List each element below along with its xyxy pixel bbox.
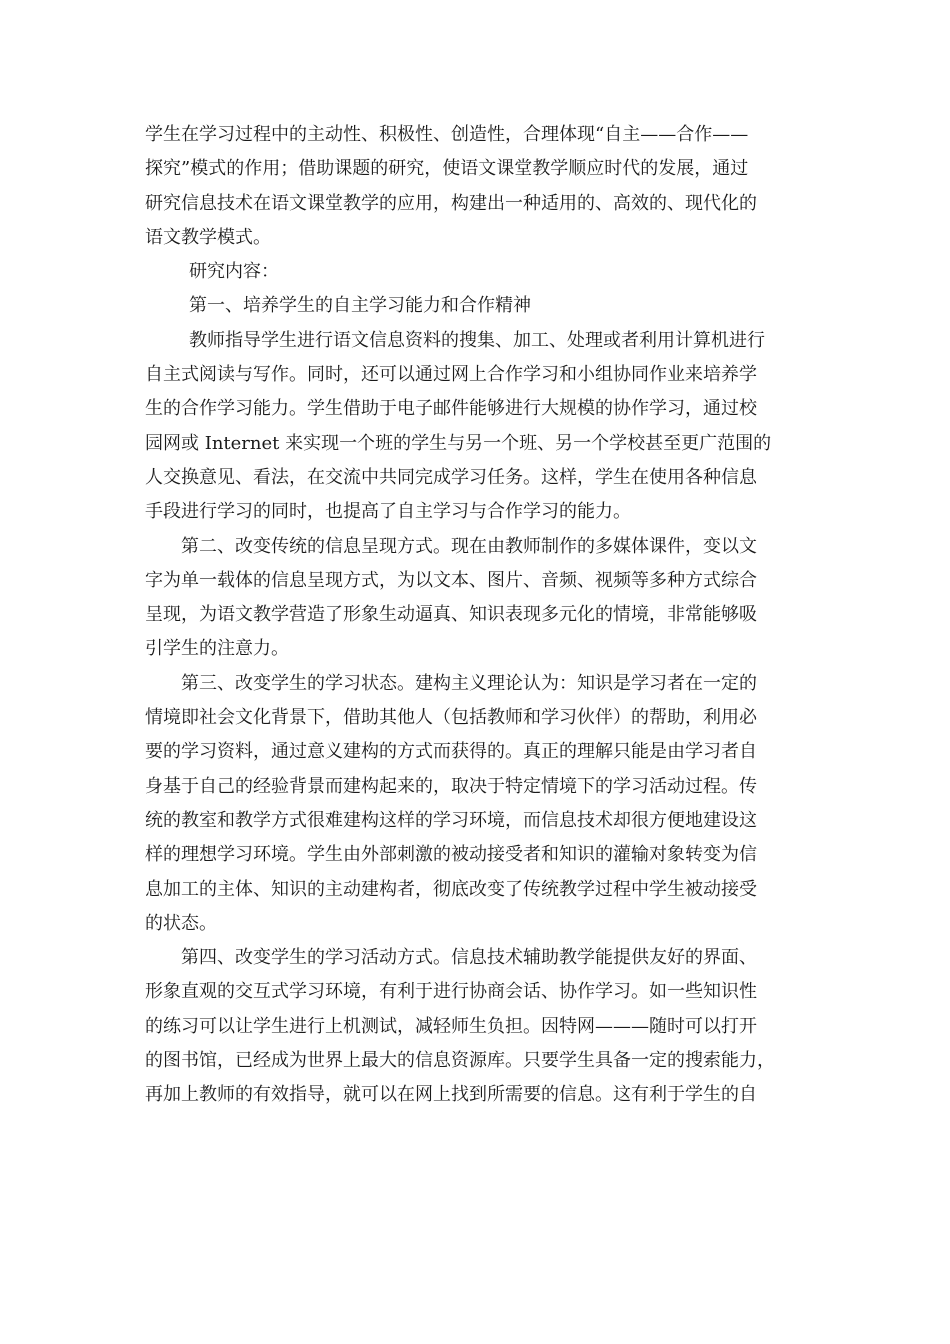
text-line: 第四、改变学生的学习活动方式。信息技术辅助教学能提供友好的界面、 xyxy=(181,947,757,969)
text-line: 的图书馆，已经成为世界上最大的信息资源库。只要学生具备一定的搜索能力， xyxy=(145,1050,775,1072)
text-line: 第一、培养学生的自主学习能力和合作精神 xyxy=(189,295,531,317)
text-line: 手段进行学习的同时，也提高了自主学习与合作学习的能力。 xyxy=(145,501,631,523)
text-line: 人交换意见、看法，在交流中共同完成学习任务。这样，学生在使用各种信息 xyxy=(145,466,757,488)
text-line: 再加上教师的有效指导，就可以在网上找到所需要的信息。这有利于学生的自 xyxy=(145,1084,757,1106)
text-line: 统的教室和教学方式很难建构这样的学习环境，而信息技术却很方便地建设这 xyxy=(145,809,757,831)
text-line: 呈现，为语文教学营造了形象生动逼真、知识表现多元化的情境，非常能够吸 xyxy=(145,604,757,626)
text-line: 要的学习资料，通过意义建构的方式而获得的。真正的理解只能是由学习者自 xyxy=(145,741,757,763)
text-line: 息加工的主体、知识的主动建构者，彻底改变了传统教学过程中学生被动接受 xyxy=(145,878,757,900)
text-line: 情境即社会文化背景下，借助其他人（包括教师和学习伙伴）的帮助，利用必 xyxy=(145,707,757,729)
text-line: 的练习可以让学生进行上机测试，减轻师生负担。因特网———随时可以打开 xyxy=(145,1015,757,1037)
document-body xyxy=(145,118,805,1113)
text-line: 学生在学习过程中的主动性、积极性、创造性，合理体现“自主——合作—— xyxy=(145,124,749,145)
text-line: 语文教学模式。 xyxy=(145,226,271,248)
text-line: 生的合作学习能力。学生借助于电子邮件能够进行大规模的协作学习，通过校 xyxy=(145,398,757,420)
text-line: 第三、改变学生的学习状态。建构主义理论认为：知识是学习者在一定的 xyxy=(181,672,757,694)
text-line: 字为单一载体的信息呈现方式，为以文本、图片、音频、视频等多种方式综合 xyxy=(145,569,757,591)
text-line: 研究内容： xyxy=(189,261,279,283)
text-line: 研究信息技术在语文课堂教学的应用，构建出一种适用的、高效的、现代化的 xyxy=(145,192,757,214)
text-line: 的状态。 xyxy=(145,912,217,934)
text-line: 探究”模式的作用；借助课题的研究，使语文课堂教学顺应时代的发展，通过 xyxy=(145,158,749,180)
text-line: 教师指导学生进行语文信息资料的搜集、加工、处理或者利用计算机进行 xyxy=(189,329,765,351)
text-line: 引学生的注意力。 xyxy=(145,638,289,660)
text-line: 身基于自己的经验背景而建构起来的，取决于特定情境下的学习活动过程。传 xyxy=(145,775,757,797)
text-line: 自主式阅读与写作。同时，还可以通过网上合作学习和小组协同作业来培养学 xyxy=(145,364,757,386)
text-line: 第二、改变传统的信息呈现方式。现在由教师制作的多媒体课件，变以文 xyxy=(181,535,757,557)
text-line: 样的理想学习环境。学生由外部刺激的被动接受者和知识的灌输对象转变为信 xyxy=(145,844,757,866)
text-line: 园网或 Internet 来实现一个班的学生与另一个班、另一个学校甚至更广范围的 xyxy=(145,432,772,454)
text-line: 形象直观的交互式学习环境，有利于进行协商会话、协作学习。如一些知识性 xyxy=(145,981,757,1003)
